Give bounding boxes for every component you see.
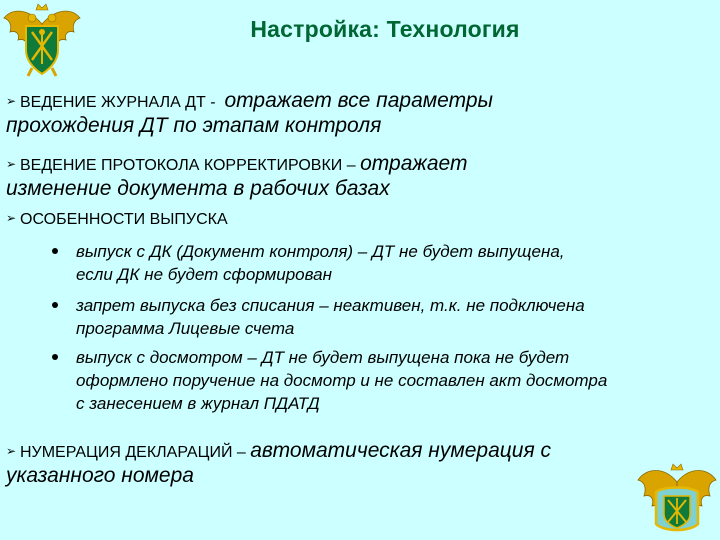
sub-list-item	[52, 294, 702, 340]
arrow-bullet-icon: ➢	[6, 157, 17, 171]
customs-emblem-icon	[2, 2, 82, 78]
list-item	[6, 88, 706, 138]
sub-list-item	[52, 346, 702, 415]
item-text: отражает	[360, 152, 468, 175]
sub-item-text: запрет выпуска без списания – неактивен, т.к. не подключена	[76, 296, 585, 315]
sub-item-text: если ДК не будет сформирован	[76, 265, 332, 284]
item-text-continued: изменение документа в рабочих базах	[6, 177, 390, 201]
arrow-bullet-icon: ➢	[6, 444, 17, 458]
slide-title: Настройка: Технология	[250, 16, 520, 42]
sub-item-text: программа Лицевые счета	[76, 319, 295, 338]
bullet-dot-icon	[52, 354, 58, 360]
arrow-bullet-icon: ➢	[6, 211, 17, 225]
item-heading: ОСОБЕННОСТИ ВЫПУСКА	[20, 211, 228, 228]
list-item	[6, 151, 706, 201]
item-text: отражает все параметры	[224, 89, 493, 112]
sub-item-text: выпуск с ДК (Документ контроля) – ДТ не будет выпущена,	[76, 242, 565, 261]
item-text-continued: прохождения ДТ по этапам контроля	[6, 114, 382, 138]
sub-item-text: выпуск с досмотром – ДТ не будет выпущена пока не будет	[76, 348, 570, 367]
item-heading: НУМЕРАЦИЯ ДЕКЛАРАЦИЙ	[20, 444, 233, 461]
sub-item-text: оформлено поручение на досмотр и не составлен акт досмотра	[76, 371, 608, 390]
customs-emblem-icon	[634, 462, 720, 540]
list-item	[6, 438, 706, 488]
item-heading: ВЕДЕНИЕ ЖУРНАЛА ДТ -	[20, 94, 216, 111]
arrow-bullet-icon: ➢	[6, 94, 17, 108]
sub-list-item	[52, 240, 702, 286]
bullet-dot-icon	[52, 248, 58, 254]
item-text-continued: указанного номера	[6, 464, 194, 488]
item-dash: –	[346, 157, 356, 174]
item-text: автоматическая нумерация с	[250, 439, 552, 462]
item-heading: ВЕДЕНИЕ ПРОТОКОЛА КОРРЕКТИРОВКИ	[20, 157, 343, 174]
bullet-dot-icon	[52, 302, 58, 308]
sub-item-text: с занесением в журнал ПДАТД	[76, 394, 320, 413]
list-item	[6, 210, 706, 229]
item-dash: –	[236, 444, 246, 461]
